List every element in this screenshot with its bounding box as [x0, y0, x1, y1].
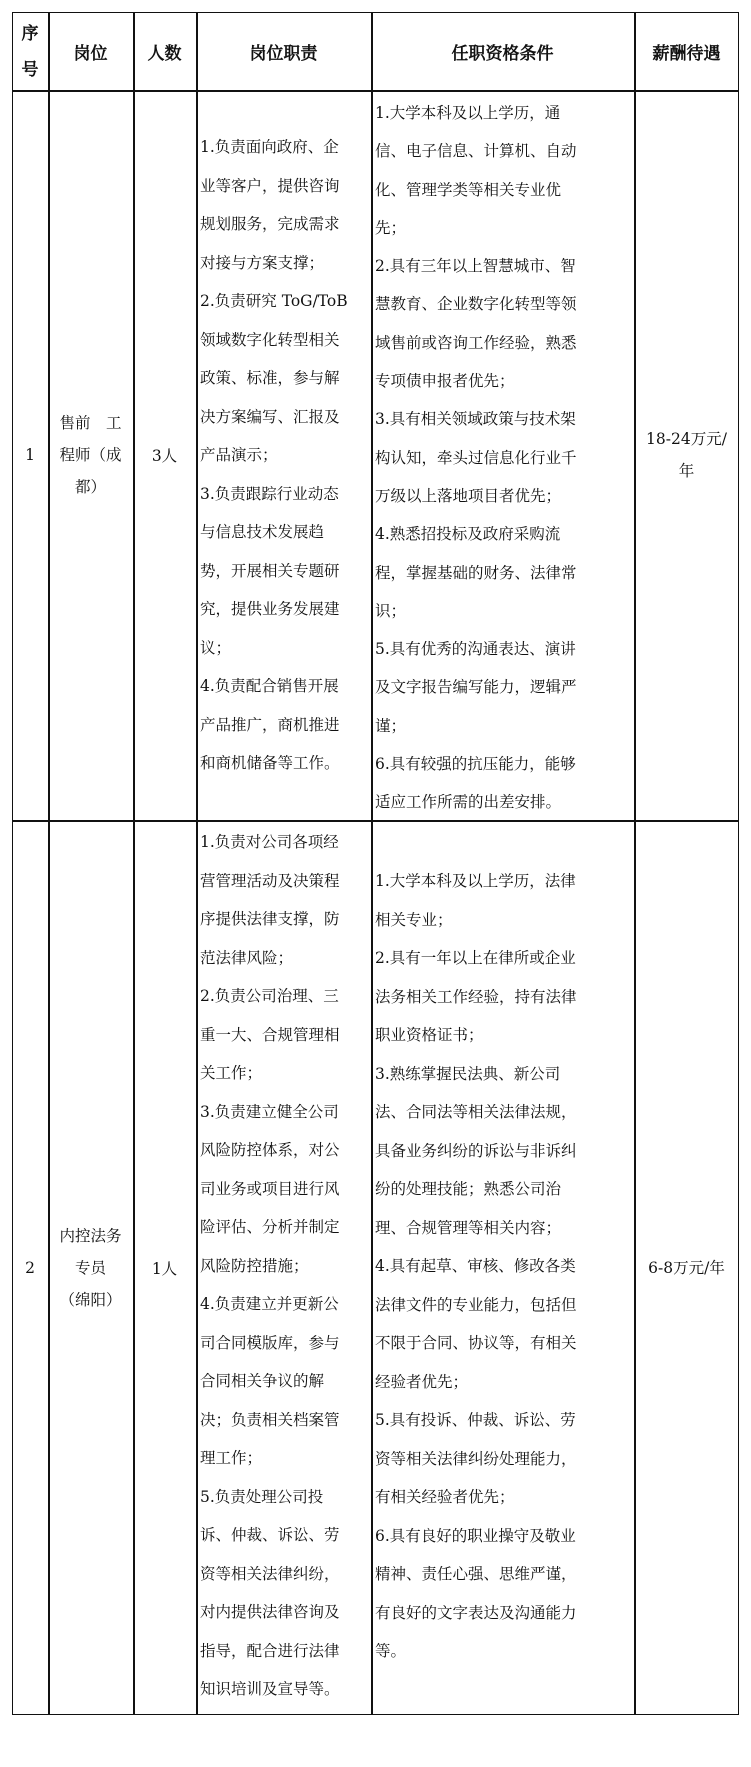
qualification-line: 4.熟悉招投标及政府采购流 — [375, 525, 561, 544]
row-count: 3人 — [151, 447, 178, 465]
qualification-line: 1.大学本科及以上学历，法律 — [375, 872, 576, 890]
duty-line: 指导，配合进行法律 — [200, 1641, 340, 1660]
position-line: （绵阳） — [59, 1290, 122, 1309]
duty-line: 对内提供法律咨询及 — [200, 1603, 340, 1621]
row-qualifications — [371, 862, 634, 1671]
qualification-line: 5.具有优秀的沟通表达、演讲 — [375, 640, 576, 659]
header-seq-line: 号 — [21, 60, 39, 80]
duty-line: 议； — [200, 638, 232, 657]
qualification-line: 法务相关工作经验，持有法律 — [375, 987, 577, 1006]
qualification-line: 3.熟练掌握民法典、新公司 — [375, 1064, 561, 1083]
position-line: 内控法务 — [59, 1226, 122, 1245]
duty-line: 与信息技术发展趋 — [200, 523, 325, 541]
duty-line: 资等相关法律纠纷， — [200, 1564, 340, 1583]
duty-line: 决；负责相关档案管 — [200, 1410, 340, 1429]
duty-line: 对接与方案支撑； — [200, 253, 325, 272]
qualification-line: 化、管理学类等相关专业优 — [375, 180, 562, 199]
position-text — [59, 1220, 121, 1316]
qualification-line: 构认知，牵头过信息化行业千 — [375, 448, 577, 467]
header-salary: 薪酬待遇 — [652, 43, 721, 64]
duty-line: 诉、仲裁、诉讼、劳 — [200, 1526, 340, 1544]
duty-line: 1.负责面向政府、企 — [200, 138, 339, 156]
duty-line: 知识培训及宣导等。 — [200, 1680, 340, 1698]
position-line: 都） — [74, 478, 106, 496]
salary-line: 年 — [678, 462, 695, 480]
qualification-line: 法、合同法等相关法律法规， — [375, 1103, 577, 1121]
qualification-line: 经验者优先； — [375, 1372, 469, 1391]
duty-line: 2.负责公司治理、三 — [200, 987, 339, 1005]
position-line: 售前 工 — [59, 414, 122, 432]
duty-line: 1.负责对公司各项经 — [200, 833, 339, 851]
duty-line: 营管理活动及决策程 — [200, 871, 340, 890]
row-salary — [634, 820, 739, 1715]
duty-line: 势，开展相关专题研 — [200, 561, 340, 580]
row-count: 1人 — [151, 1259, 178, 1278]
qualification-line: 具备业务纠纷的诉讼与非诉纠 — [375, 1141, 577, 1160]
header-count: 人数 — [147, 43, 182, 64]
duty-line: 范法律风险； — [200, 948, 294, 967]
qualification-line: 6.具有良好的职业操守及敬业 — [375, 1526, 576, 1545]
qualification-line: 不限于合同、协议等，有相关 — [375, 1334, 577, 1352]
duty-line: 风险防控措施； — [200, 1256, 309, 1275]
duty-line: 序提供法律支撑，防 — [200, 910, 340, 928]
duty-line: 决方案编写、汇报及 — [200, 407, 340, 426]
qualification-line: 1.大学本科及以上学历，通 — [375, 104, 561, 122]
duty-line: 风险防控体系，对公 — [200, 1141, 340, 1159]
qualification-line: 信、电子信息、计算机、自动 — [375, 142, 577, 161]
position-line: 程师（成 — [59, 446, 122, 464]
duty-line: 险评估、分析并制定 — [200, 1218, 340, 1236]
position-line: 专员 — [74, 1258, 106, 1277]
qualification-line: 纷的处理技能；熟悉公司治 — [375, 1180, 562, 1198]
qualification-line: 有相关经验者优先； — [375, 1488, 515, 1506]
row-duties — [196, 128, 371, 783]
qualification-line: 2.具有一年以上在律所或企业 — [375, 949, 576, 967]
duty-line: 政策、标准，参与解 — [200, 369, 340, 387]
duty-line: 产品推广，商机推进 — [200, 715, 340, 734]
qualification-line: 精神、责任心强、思维严谨， — [375, 1565, 577, 1583]
qualification-line: 3.具有相关领域政策与技术架 — [375, 410, 576, 429]
qualification-line: 先； — [375, 218, 407, 237]
qualification-line: 专项债申报者优先； — [375, 372, 515, 391]
row-position — [48, 90, 133, 820]
row-seq: 2 — [25, 1258, 35, 1277]
duty-line: 领域数字化转型相关 — [200, 330, 340, 349]
qualification-line: 慧教育、企业数字化转型等领 — [375, 295, 577, 314]
duty-line: 司业务或项目进行风 — [200, 1179, 340, 1198]
duty-line: 理工作； — [200, 1449, 263, 1467]
header-qualifications: 任职资格条件 — [451, 43, 554, 64]
qualification-line: 4.具有起草、审核、修改各类 — [375, 1257, 576, 1275]
header-seq-line: 序 — [21, 24, 39, 44]
duty-line: 业等客户，提供咨询 — [200, 176, 340, 195]
duty-line: 规划服务，完成需求 — [200, 215, 340, 233]
duty-line: 3.负责建立健全公司 — [200, 1102, 339, 1121]
position-text — [59, 407, 121, 503]
header-position: 岗位 — [73, 43, 108, 64]
qualification-line: 相关专业； — [375, 910, 453, 929]
row-salary — [634, 90, 739, 820]
row-seq: 1 — [25, 446, 35, 464]
duty-line: 产品演示； — [200, 446, 278, 464]
qualification-line: 资等相关法律纠纷处理能力， — [375, 1449, 577, 1468]
qualification-line: 等。 — [375, 1642, 407, 1660]
duty-line: 重一大、合规管理相 — [200, 1025, 340, 1044]
duty-line: 和商机储备等工作。 — [200, 754, 340, 772]
row-duties — [196, 823, 371, 1709]
qualification-line: 识； — [375, 601, 407, 620]
duty-line: 5.负责处理公司投 — [200, 1487, 324, 1506]
salary-line: 18-24万元/ — [646, 430, 727, 448]
qualification-line: 适应工作所需的出差安排。 — [375, 793, 562, 812]
qualification-line: 法律文件的专业能力，包括但 — [375, 1295, 577, 1314]
qualification-line: 2.具有三年以上智慧城市、智 — [375, 257, 576, 276]
duty-line: 关工作； — [200, 1064, 263, 1082]
duty-line: 合同相关争议的解 — [200, 1372, 325, 1390]
duty-line: 司合同模版库，参与 — [200, 1333, 340, 1352]
qualification-line: 及文字报告编写能力，逻辑严 — [375, 678, 577, 697]
qualification-line: 职业资格证书； — [375, 1026, 484, 1044]
qualification-line: 有良好的文字表达及沟通能力 — [375, 1603, 577, 1622]
salary-line: 6-8万元/年 — [648, 1258, 725, 1277]
qualification-line: 5.具有投诉、仲裁、诉讼、劳 — [375, 1411, 576, 1429]
qualification-line: 谨； — [375, 716, 407, 735]
row-position — [48, 820, 133, 1715]
duty-line: 究，提供业务发展建 — [200, 600, 340, 618]
duty-line: 2.负责研究 ToG/ToB — [200, 292, 348, 310]
qualification-line: 万级以上落地项目者优先； — [375, 486, 562, 505]
header-seq — [12, 12, 48, 90]
duty-line: 4.负责建立并更新公 — [200, 1295, 339, 1313]
salary-text — [648, 1252, 725, 1284]
qualification-line: 6.具有较强的抗压能力，能够 — [375, 755, 576, 774]
header-duties: 岗位职责 — [249, 43, 318, 64]
qualification-line: 理、合规管理等相关内容； — [375, 1218, 562, 1237]
qualification-line: 域售前或咨询工作经验，熟悉 — [375, 333, 577, 352]
duty-line: 3.负责跟踪行业动态 — [200, 484, 339, 503]
duty-line: 4.负责配合销售开展 — [200, 677, 339, 695]
qualification-line: 程，掌握基础的财务、法律常 — [375, 563, 577, 582]
salary-text — [646, 423, 727, 487]
row-qualifications — [371, 94, 634, 822]
